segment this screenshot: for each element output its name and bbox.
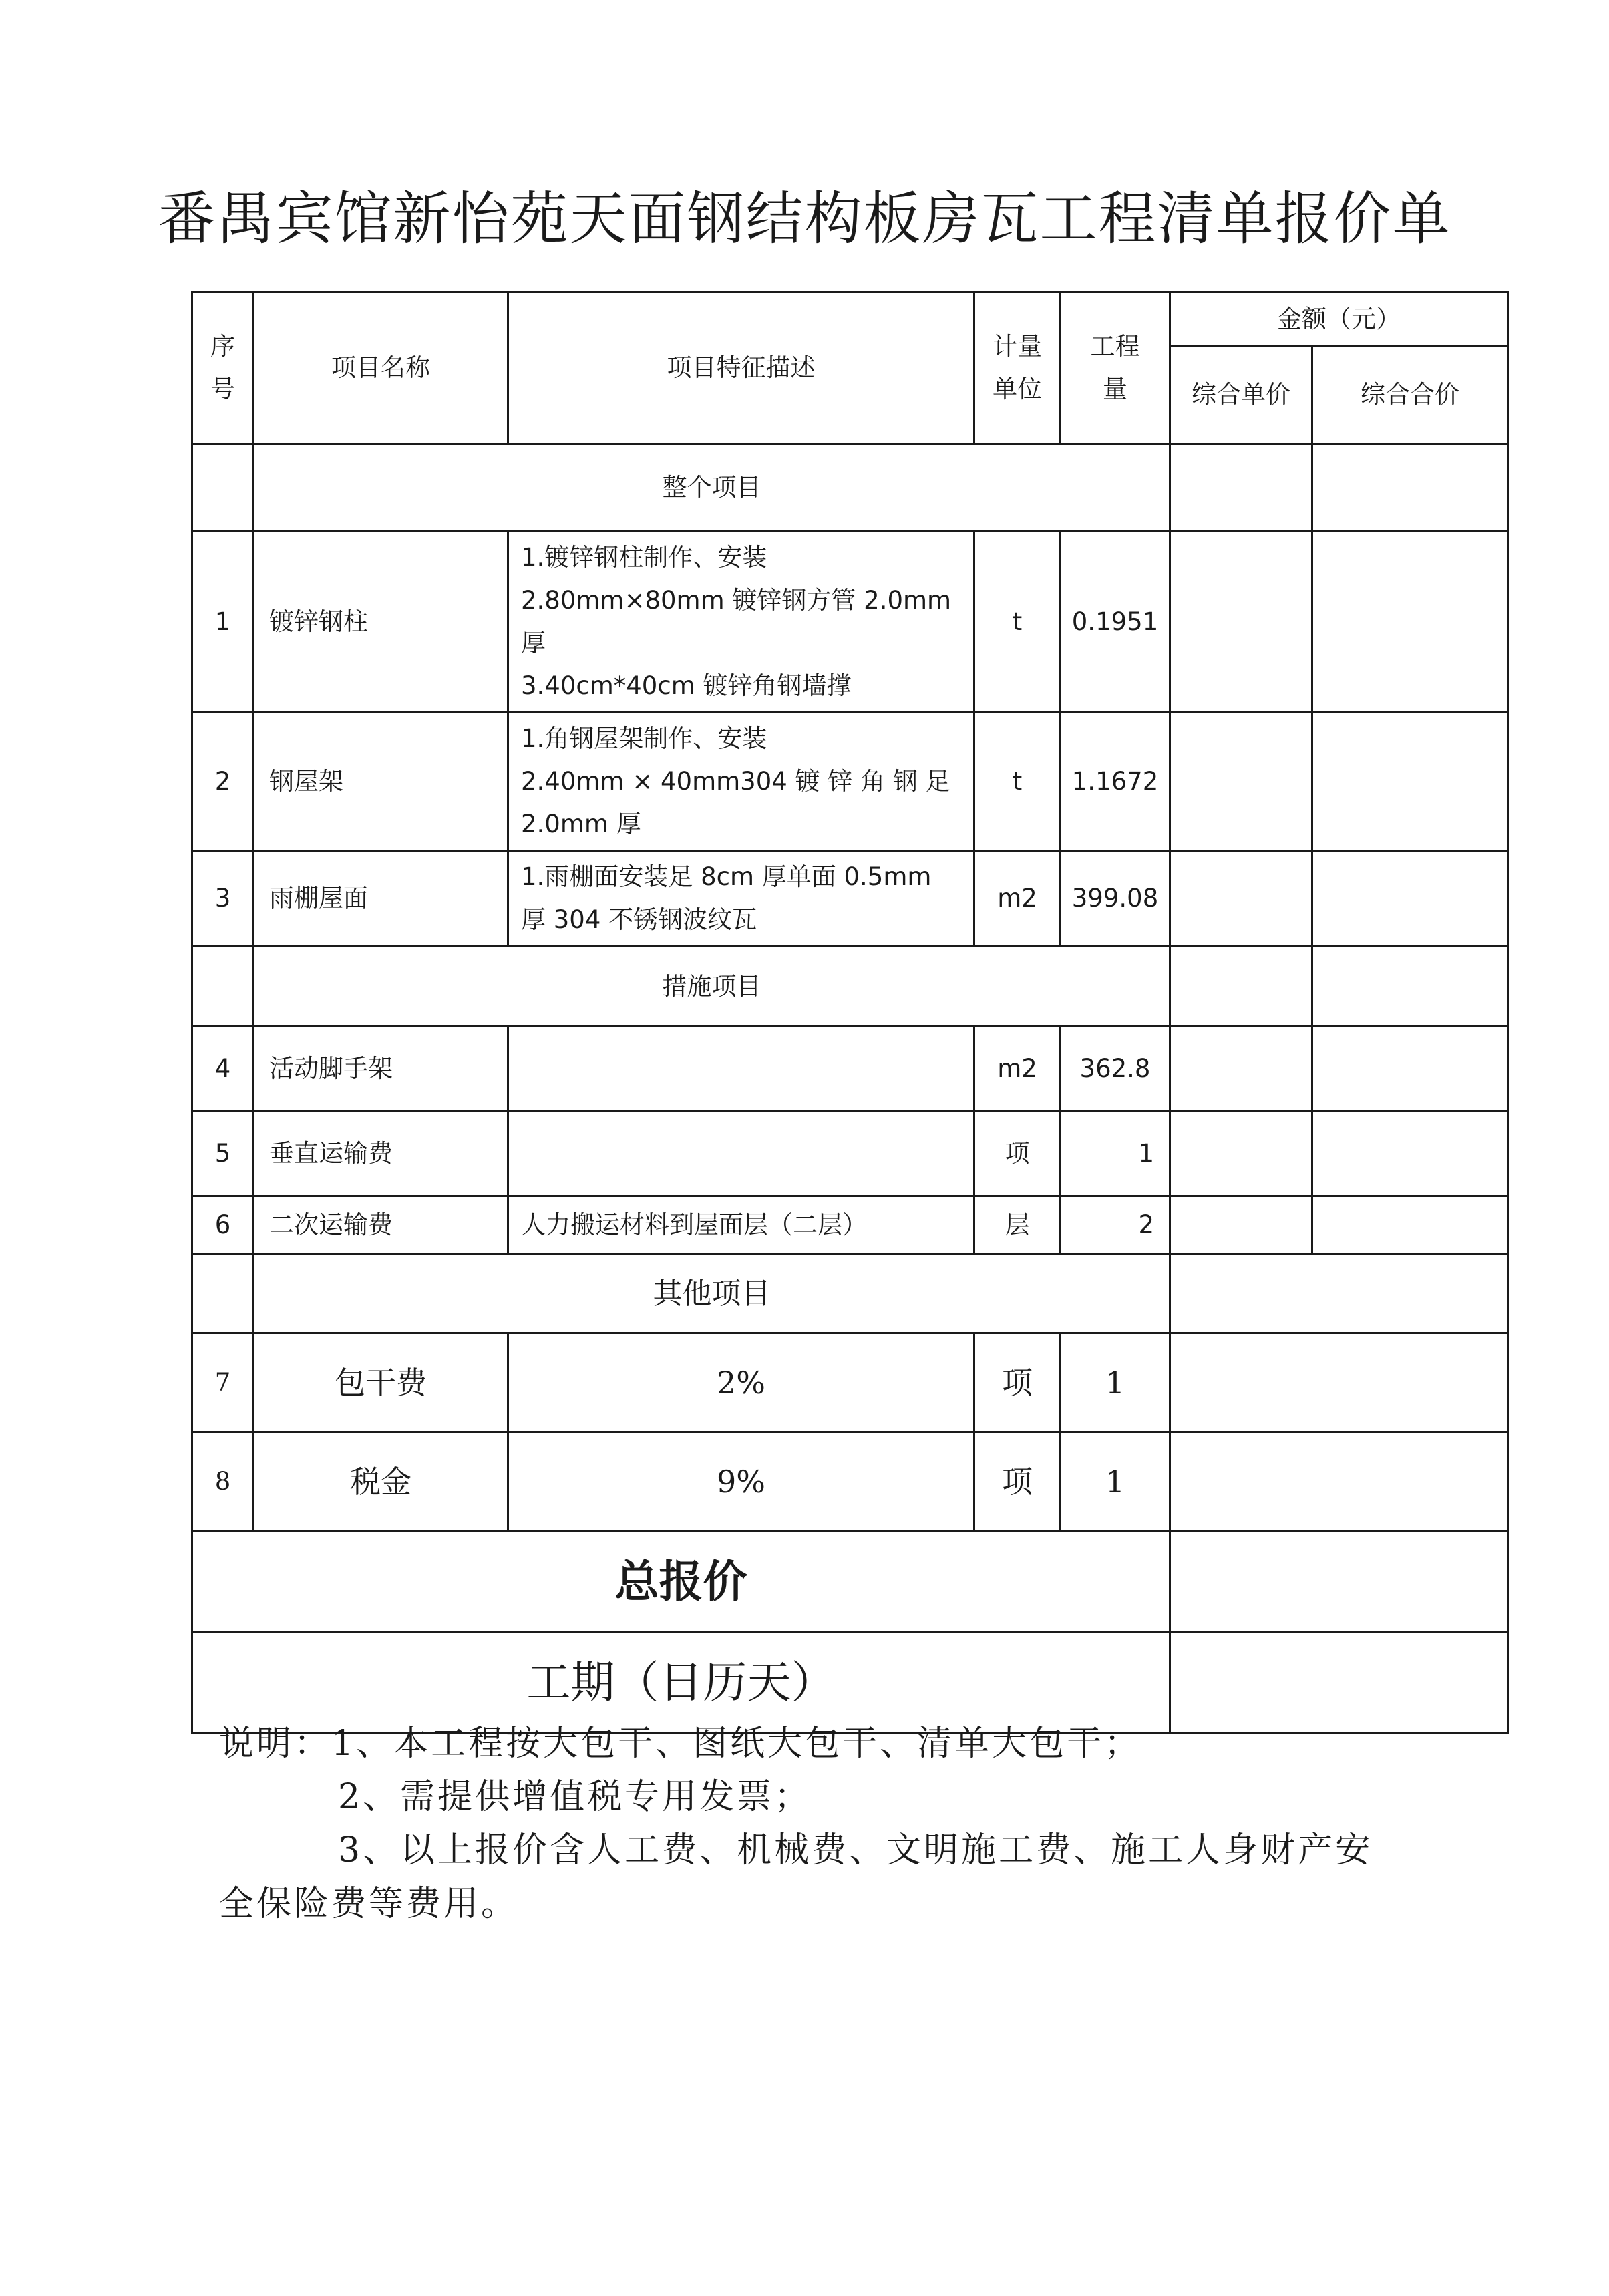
table-row xyxy=(192,1027,1508,1112)
row-unit-price xyxy=(1170,851,1312,947)
row-total-price xyxy=(1312,851,1508,947)
row-seq: 2 xyxy=(192,713,254,851)
row-qty: 1 xyxy=(1061,1432,1170,1531)
section-label-measures: 措施项目 xyxy=(254,947,1170,1027)
note-line-1: 说明：1、本工程按大包干、图纸大包干、清单大包干； xyxy=(219,1724,1142,1764)
empty-cell xyxy=(1170,1255,1508,1333)
table-row xyxy=(192,532,1508,713)
row-desc xyxy=(508,713,974,851)
row-qty: 362.8 xyxy=(1061,1027,1170,1112)
desc-line: 厚 304 不锈钢波纹瓦 xyxy=(521,905,757,934)
header-unit-price: 综合单价 xyxy=(1170,346,1312,444)
total-row xyxy=(192,1531,1508,1633)
section-label-whole: 整个项目 xyxy=(254,444,1170,532)
row-total-price xyxy=(1312,713,1508,851)
row-desc xyxy=(508,532,974,713)
row-unit: m2 xyxy=(974,1027,1061,1112)
row-seq: 1 xyxy=(192,532,254,713)
note-line-4: 全保险费等费用。 xyxy=(219,1884,519,1924)
row-seq: 8 xyxy=(192,1432,254,1531)
section-row-other xyxy=(192,1255,1508,1333)
table-row xyxy=(192,1333,1508,1432)
table-row xyxy=(192,1196,1508,1255)
header-qty-line1: 工程 xyxy=(1090,332,1140,361)
header-total-price: 综合合价 xyxy=(1312,346,1508,444)
row-desc xyxy=(508,1027,974,1112)
row-name: 活动脚手架 xyxy=(254,1027,508,1112)
row-unit: m2 xyxy=(974,851,1061,947)
row-unit-price xyxy=(1170,713,1312,851)
desc-line: 1.镀锌钢柱制作、安装 xyxy=(521,543,767,572)
row-seq: 3 xyxy=(192,851,254,947)
row-total-price xyxy=(1312,1112,1508,1196)
header-unit-line2: 单位 xyxy=(993,375,1042,403)
section-row-measures xyxy=(192,947,1508,1027)
empty-cell xyxy=(1312,444,1508,532)
row-seq: 4 xyxy=(192,1027,254,1112)
empty-cell xyxy=(1312,947,1508,1027)
row-qty: 399.08 xyxy=(1061,851,1170,947)
header-desc: 项目特征描述 xyxy=(508,293,974,444)
row-amount xyxy=(1170,1432,1508,1531)
row-name: 二次运输费 xyxy=(254,1196,508,1255)
header-name: 项目名称 xyxy=(254,293,508,444)
quotation-table xyxy=(191,291,1509,1734)
row-unit: 项 xyxy=(974,1112,1061,1196)
row-desc: 2% xyxy=(508,1333,974,1432)
row-name: 垂直运输费 xyxy=(254,1112,508,1196)
table-row xyxy=(192,1432,1508,1531)
desc-line: 人力搬运材料到屋面层（二层） xyxy=(521,1210,867,1239)
header-seq xyxy=(192,293,254,444)
total-value xyxy=(1170,1531,1508,1633)
row-name: 包干费 xyxy=(254,1333,508,1432)
notes xyxy=(219,1717,1461,1931)
empty-cell xyxy=(1170,444,1312,532)
header-amount: 金额（元） xyxy=(1170,293,1508,346)
row-qty: 1 xyxy=(1061,1333,1170,1432)
row-total-price xyxy=(1312,1196,1508,1255)
table-row xyxy=(192,851,1508,947)
desc-line: 2.40mm × 40mm304 镀 锌 角 钢 足 xyxy=(521,767,950,796)
desc-line: 2.0mm 厚 xyxy=(521,810,641,838)
header-unit-line1: 计量 xyxy=(993,332,1042,361)
note-line-3: 3、以上报价含人工费、机械费、文明施工费、施工人身财产安 xyxy=(338,1830,1373,1870)
table-row xyxy=(192,713,1508,851)
header-row-1 xyxy=(192,293,1508,346)
empty-cell xyxy=(192,444,254,532)
row-seq: 7 xyxy=(192,1333,254,1432)
row-unit: t xyxy=(974,532,1061,713)
total-label: 总报价 xyxy=(192,1531,1170,1633)
row-name: 雨棚屋面 xyxy=(254,851,508,947)
header-qty-line2: 量 xyxy=(1103,375,1127,403)
empty-cell xyxy=(1170,947,1312,1027)
desc-line: 2.80mm×80mm 镀锌钢方管 2.0mm xyxy=(521,586,952,615)
row-qty: 1.1672 xyxy=(1061,713,1170,851)
section-row-whole xyxy=(192,444,1508,532)
period-label: 工期（日历天） xyxy=(192,1633,1170,1733)
document-title: 番禺宾馆新怡苑天面钢结构板房瓦工程清单报价单 xyxy=(158,186,1451,253)
row-unit-price xyxy=(1170,532,1312,713)
section-label-other: 其他项目 xyxy=(254,1255,1170,1333)
row-unit: 项 xyxy=(974,1333,1061,1432)
table-row xyxy=(192,1112,1508,1196)
row-total-price xyxy=(1312,532,1508,713)
empty-cell xyxy=(192,1255,254,1333)
row-total-price xyxy=(1312,1027,1508,1112)
row-amount xyxy=(1170,1333,1508,1432)
desc-line: 厚 xyxy=(521,629,546,657)
empty-cell xyxy=(192,947,254,1027)
row-unit: 项 xyxy=(974,1432,1061,1531)
row-seq: 5 xyxy=(192,1112,254,1196)
row-name: 税金 xyxy=(254,1432,508,1531)
row-unit: 层 xyxy=(974,1196,1061,1255)
row-unit: t xyxy=(974,713,1061,851)
desc-line: 1.角钢屋架制作、安装 xyxy=(521,724,767,753)
row-desc xyxy=(508,851,974,947)
header-unit xyxy=(974,293,1061,444)
row-unit-price xyxy=(1170,1112,1312,1196)
header-qty xyxy=(1061,293,1170,444)
row-qty: 0.1951 xyxy=(1061,532,1170,713)
row-desc xyxy=(508,1196,974,1255)
desc-line: 1.雨棚面安装足 8cm 厚单面 0.5mm xyxy=(521,862,932,891)
note-line-2: 2、需提供增值税专用发票； xyxy=(338,1777,812,1817)
row-name: 镀锌钢柱 xyxy=(254,532,508,713)
desc-line: 3.40cm*40cm 镀锌角钢墙撑 xyxy=(521,671,852,700)
row-seq: 6 xyxy=(192,1196,254,1255)
header-seq-line2: 号 xyxy=(210,375,235,403)
row-unit-price xyxy=(1170,1027,1312,1112)
row-unit-price xyxy=(1170,1196,1312,1255)
row-name: 钢屋架 xyxy=(254,713,508,851)
row-desc: 9% xyxy=(508,1432,974,1531)
row-desc xyxy=(508,1112,974,1196)
header-seq-line1: 序 xyxy=(210,332,235,361)
row-qty: 2 xyxy=(1061,1196,1170,1255)
row-qty: 1 xyxy=(1061,1112,1170,1196)
